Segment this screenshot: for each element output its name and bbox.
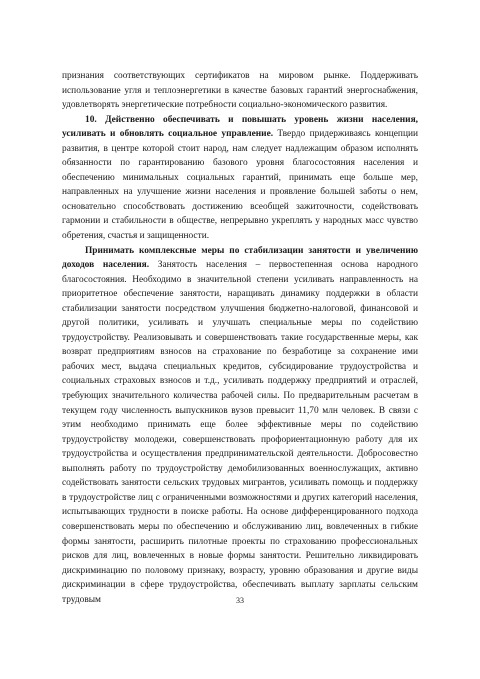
paragraph-3-heading: Принимать комплексные меры по стабилизации занятости и увеличению доходов населения.: [62, 245, 418, 271]
paragraph-employment: [62, 244, 418, 608]
paragraph-3-text: Занятость населения – первостепенная основа народного благосостояния. Необходимо в значительной степени усиливать направленность на приоритетное обеспечение занятости, наращивать динамику поддержки в области стабилизации занятости посредством улучшения бюджетно-налоговой, финансовой и другой политики, усиливать и улучшать специальные меры по содействию трудоустройству. Реализовывать и совершенствовать такие государственные меры, как возврат предприятиям взносов на страхование по безработице за сохранение ими рабочих мест, выдача специальных кредитов, субсидирование трудоустройства и социальных страховых взносов и т.д., усиливать поддержку предприятий и отраслей, требующих значительного количества рабочей силы. По предварительным расчетам в текущем году численность выпускников вузов превысит 11,70 млн человек. В связи с этим необходимо принимать еще более эффективные меры по содействию трудоустройству молодежи, совершенствовать профориентационную работу для их трудоустройства и осуществления предпринимательской деятельности. Добросовестно выполнять работу по трудоустройству демобилизованных военнослужащих, активно содействовать занятости сельских трудовых мигрантов, усиливать помощь и поддержку в трудоустройстве лиц с ограниченными возможностями и других категорий населения, испытывающих трудности в поиске работы. На основе дифференцированного подхода совершенствовать меры по обеспечению и обслуживанию лиц, вовлеченных в гибкие формы занятости, расширить пилотные проекты по страхованию профессиональных рисков для лиц, вовлеченных в новые формы занятости. Решительно ликвидировать дискриминацию по половому признаку, возрасту, уровню образования и другие виды дискриминации в сфере трудоустройства, обеспечивать выплату зарплаты сельским трудовым: [62, 260, 418, 605]
paragraph-continuation: [62, 69, 418, 113]
paragraph-section-10: [62, 113, 418, 244]
page-number: 33: [236, 596, 244, 605]
paragraph-2-text: Твердо придерживаясь концепции развития, в центре которой стоит народ, нам следует надлежащим образом исполнять обязанности по гарантированию базового уровня благосостояния населения и обеспечению минимальных социальных гарантий, принимать еще больше мер, направленных на улучшение жизни населения и проявление большей заботы о нем, основательно способствовать достижению всеобщей зажиточности, содействовать гармонии и стабильности в обществе, непрерывно укреплять у народных масс чувство обретения, счастья и защищенности.: [62, 129, 418, 242]
paragraph-2-heading: 10. Действенно обеспечивать и повышать уровень жизни населения, усиливать и обновлять социальное управление.: [62, 114, 418, 140]
body-text: [62, 69, 418, 607]
paragraph-1-text: признания соответствующих сертификатов на мировом рынке. Поддерживать использование угля и теплоэнергетики в качестве базовых гарантий энергоснабжения, удовлетворять энергетические потребности социально-экономического развития.: [62, 71, 418, 111]
